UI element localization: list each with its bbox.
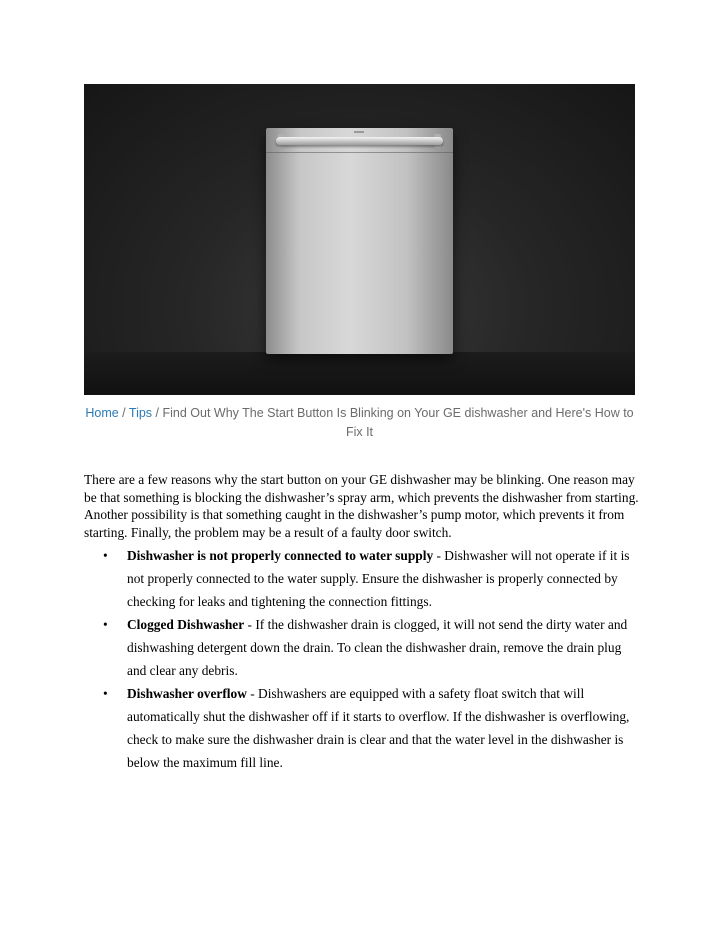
reason-text: - Dishwasher will not operate if it is not properly connected to the water supply. Ensure the dishwasher is properly connected by checking for leaks and tightening the connection fittings. (127, 548, 630, 609)
reasons-list (84, 544, 640, 774)
reason-title: Dishwasher overflow (127, 686, 247, 701)
control-panel-line (266, 152, 453, 153)
breadcrumb-current: Find Out Why The Start Button Is Blinking on Your GE dishwasher and Here's How to Fix It (162, 406, 634, 439)
hero-image (84, 84, 635, 395)
intro-paragraph: There are a few reasons why the start button on your GE dishwasher may be blinking. One reason may be that something is blocking the dishwasher’s spray arm, which prevents the dishwasher from starting. Another possibility is that something caught in the dishwasher’s pump motor, which prevents it from starting. Finally, the problem may be a result of a faulty door switch. (84, 472, 639, 540)
floor-shadow (84, 352, 635, 395)
list-item (84, 613, 640, 682)
breadcrumb-separator: / (118, 406, 129, 420)
reason-title: Dishwasher is not properly connected to water supply (127, 548, 434, 563)
dishwasher-illustration (266, 128, 453, 354)
reason-text: - Dishwashers are equipped with a safety float switch that will automatically shut the dishwasher off if it starts to overflow. If the dishwasher is overflowing, check to make sure the dishwasher drain is clear and that the water level in the dishwasher is below the maximum fill line. (127, 686, 630, 770)
reason-text: - If the dishwasher drain is clogged, it will not send the dirty water and dishwashing detergent down the drain. To clean the dishwasher drain, remove the drain plug and clear any debris. (127, 617, 628, 678)
breadcrumb (84, 404, 635, 442)
article-body (84, 471, 640, 774)
breadcrumb-separator: / (152, 406, 163, 420)
bullet: • (103, 617, 108, 632)
breadcrumb-home-link[interactable]: Home (85, 406, 119, 420)
list-item (84, 682, 640, 774)
list-item (84, 544, 640, 613)
bullet: • (103, 548, 108, 563)
breadcrumb-tips-link[interactable]: Tips (128, 406, 153, 420)
bullet: • (103, 686, 108, 701)
door-handle (276, 137, 443, 145)
brand-mark (354, 131, 364, 133)
reason-title: Clogged Dishwasher (127, 617, 245, 632)
